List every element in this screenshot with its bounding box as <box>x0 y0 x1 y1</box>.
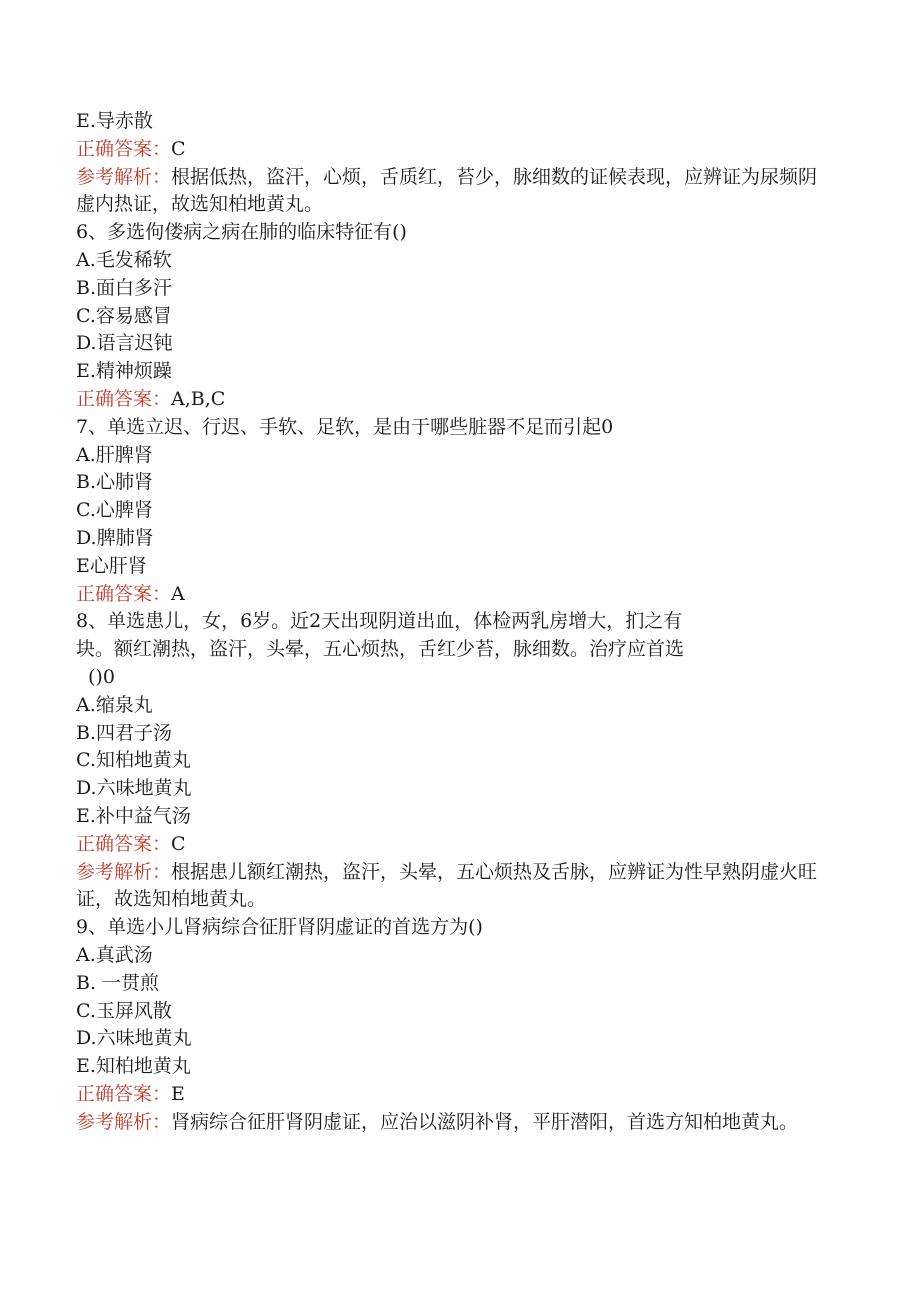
analysis-label: 参考解析： <box>76 860 172 883</box>
q8-option-d: D.六味地黄丸 <box>76 777 192 800</box>
answer-value: E <box>171 1082 185 1105</box>
q7-option-c: C.心脾肾 <box>76 499 153 522</box>
analysis-label: 参考解析： <box>76 165 172 188</box>
q5-analysis <box>76 164 836 220</box>
document-page <box>76 108 836 1136</box>
q8-stem-line3: ()0 <box>88 665 115 688</box>
q8-analysis <box>76 859 836 915</box>
q6-option-a: A.毛发稀软 <box>76 248 172 271</box>
answer-value: C <box>171 137 186 160</box>
answer-label: 正确答案： <box>76 832 172 855</box>
answer-value: A <box>171 582 185 605</box>
q9-option-b: B. 一贯煎 <box>76 971 160 994</box>
q9-option-a: A.真武汤 <box>76 943 153 966</box>
q6-option-c: C.容易感冒 <box>76 304 172 327</box>
q9-stem: 9、单选小儿肾病综合征肝肾阴虚证的首选方为() <box>76 916 483 939</box>
q7-stem: 7、单选立迟、行迟、手软、足软，是由于哪些脏器不足而引起0 <box>76 415 614 438</box>
answer-value: A,B,C <box>171 387 226 410</box>
q9-option-c: C.玉屏风散 <box>76 999 172 1022</box>
q6-option-e: E.精神烦躁 <box>76 360 172 383</box>
answer-value: C <box>171 832 186 855</box>
q8-stem-line1: 8、单选患儿，女，6岁。近2天出现阴道出血，体检两乳房增大，扪之有 <box>76 610 683 633</box>
q9-option-d: D.六味地黄丸 <box>76 1027 192 1050</box>
q8-option-e: E.补中益气汤 <box>76 804 191 827</box>
q8-stem-line2: 块。额红潮热，盗汗，头晕，五心烦热，舌红少苔，脉细数。治疗应首选 <box>76 638 685 661</box>
q8-option-c: C.知柏地黄丸 <box>76 749 191 772</box>
answer-label: 正确答案： <box>76 1082 172 1105</box>
q9-answer <box>76 1081 836 1109</box>
analysis-text: 根据患儿额红潮热，盗汗，头晕，五心烦热及舌脉，应辨证为性早熟阴虚火旺证，故选知柏地黄丸。 <box>76 860 818 911</box>
q6-stem: 6、多选佝偻病之病在肺的临床特征有() <box>76 221 407 244</box>
q6-answer <box>76 386 836 414</box>
q7-option-e: E心肝肾 <box>76 554 147 577</box>
q8-option-b: B.四君子汤 <box>76 721 173 744</box>
q8-answer <box>76 831 836 859</box>
analysis-text: 肾病综合征肝肾阴虚证，应治以滋阴补肾，平肝潜阳，首选方知柏地黄丸。 <box>171 1110 799 1133</box>
q7-option-a: A.肝脾肾 <box>76 443 153 466</box>
q9-option-e: E.知柏地黄丸 <box>76 1055 191 1078</box>
analysis-label: 参考解析： <box>76 1110 172 1133</box>
answer-label: 正确答案： <box>76 387 172 410</box>
q7-option-d: D.脾肺肾 <box>76 526 154 549</box>
q8-option-a: A.缩泉丸 <box>76 693 153 716</box>
q9-analysis <box>76 1109 836 1137</box>
q6-option-b: B.面白多汗 <box>76 276 173 299</box>
answer-label: 正确答案： <box>76 582 172 605</box>
q7-answer <box>76 581 836 609</box>
q7-option-b: B.心肺肾 <box>76 471 154 494</box>
q5-answer <box>76 136 836 164</box>
q5-option-e: E.导赤散 <box>76 110 153 132</box>
answer-label: 正确答案： <box>76 137 172 160</box>
analysis-text: 根据低热，盗汗，心烦，舌质红，苔少，脉细数的证候表现，应辨证为尿频阴虚内热证，故选知柏地黄丸。 <box>76 165 818 216</box>
q6-option-d: D.语言迟钝 <box>76 332 173 355</box>
